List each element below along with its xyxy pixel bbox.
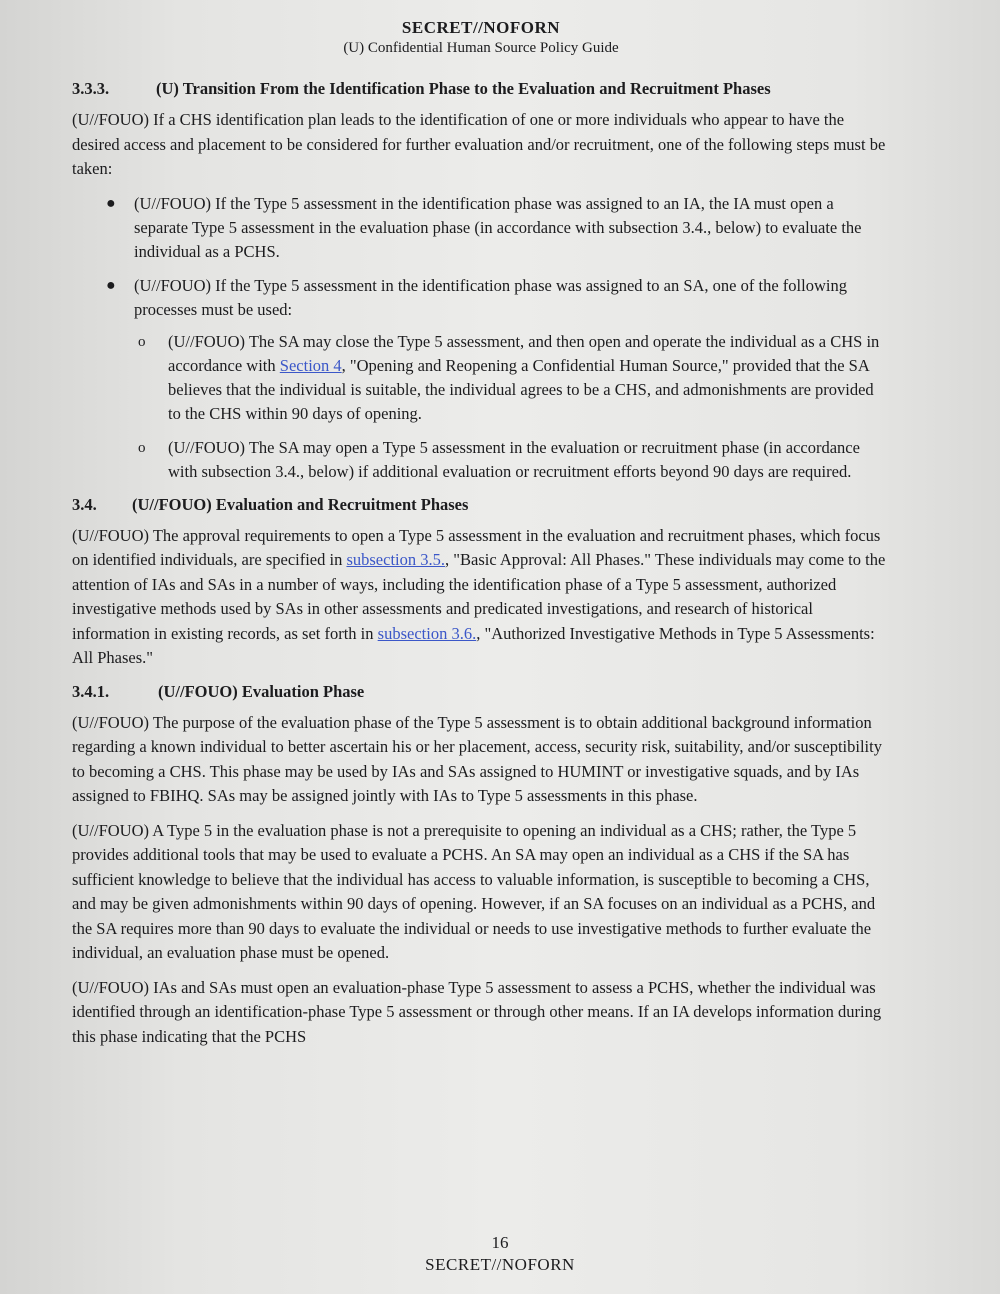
header-subtitle: (U) Confidential Human Source Policy Guide	[343, 40, 619, 56]
section-number: 3.3.3.	[72, 79, 110, 98]
page-number: 16	[491, 1233, 509, 1252]
section-4-link[interactable]: Section 4	[279, 355, 342, 375]
section-title: (U) Transition From the Identification Phase to the Evaluation and Recruitment Phases	[156, 79, 771, 98]
footer-classification: SECRET//NOFORN	[425, 1255, 575, 1274]
paragraph-text: , "Authorized Investigative Methods in Type 5 Assessments: All Phases."	[72, 623, 875, 667]
subsection-3-5-link[interactable]: subsection 3.5.	[346, 550, 446, 569]
section-3-4-heading	[72, 494, 890, 516]
section-3-4-1-paragraph-3: (U//FOUO) IAs and SAs must open an evaluation-phase Type 5 assessment to assess a PCHS, whether the individual was identified through an identification-phase Type 5 assessment or through other means. If an IA develops information during this phase indicating that the PCHS	[72, 977, 882, 1046]
circle-bullet-icon: o	[138, 439, 146, 456]
sub-item-text-pre: (U//FOUO) The SA may close the Type 5 assessment, and then open and operate the individual as a CHS in accordance with	[168, 331, 880, 375]
list-item	[72, 274, 890, 484]
section-3-3-3-intro: (U//FOUO) If a CHS identification plan leads to the identification of one or more individuals who appear to have the desired access and placement to be considered for further evaluation and/or recruitment, one of the following steps must be taken:	[72, 110, 886, 178]
page-footer	[0, 1232, 1000, 1276]
section-3-4-1-heading	[72, 681, 890, 703]
section-title: (U//FOUO) Evaluation and Recruitment Phases	[132, 494, 469, 514]
sub-list-item	[134, 330, 890, 426]
sub-list-item	[134, 436, 890, 484]
subsection-3-6-link[interactable]: subsection 3.6.	[377, 623, 477, 643]
bullet-icon: ●	[106, 194, 116, 212]
section-number: 3.4.	[72, 494, 97, 514]
list-item-text: (U//FOUO) If the Type 5 assessment in the identification phase was assigned to an SA, one of the following processes must be used:	[134, 275, 847, 319]
paragraph-text: (U//FOUO) The approval requirements to open a Type 5 assessment in the evaluation and recruitment phases, which focus on identified individuals, are specified in	[72, 525, 881, 569]
sub-item-text-post: , "Opening and Reopening a Confidential Human Source," provided that the SA believes that the individual is suitable, the individual agrees to be a CHS, and admonishments are provided to the CHS within 90 days of opening.	[168, 355, 874, 423]
section-3-3-3-heading	[72, 78, 890, 100]
section-3-4-1-paragraph-2: (U//FOUO) A Type 5 in the evaluation phase is not a prerequisite to opening an individual as a CHS; rather, the Type 5 provides additional tools that may be used to evaluate a PCHS. An SA may open an individual as a CHS if the SA has sufficient knowledge to believe that the individual has access to valuable information, is susceptible to becoming a CHS, and may be given admonishments within 90 days of opening. However, if an SA focuses on an individual as a PCHS, and the SA requires more than 90 days to evaluate the individual or needs to use investigative methods to further evaluate the individual, an evaluation phase must be opened.	[72, 820, 876, 962]
list-item-text: (U//FOUO) If the Type 5 assessment in the identification phase was assigned to an IA, the IA must open a separate Type 5 assessment in the evaluation phase (in accordance with subsection 3.4., below) to evaluate the individual as a PCHS.	[134, 193, 862, 261]
sub-item-text: (U//FOUO) The SA may open a Type 5 assessment in the evaluation or recruitment phase (in accordance with subsection 3.4., below) if additional evaluation or recruitment efforts beyond 90 days are required.	[168, 437, 860, 481]
section-3-4-paragraph	[72, 524, 890, 671]
sub-list	[134, 330, 890, 484]
bullet-icon: ●	[106, 276, 116, 294]
page-header	[72, 18, 890, 58]
section-title: (U//FOUO) Evaluation Phase	[158, 681, 365, 701]
section-3-3-3-steps	[72, 192, 890, 484]
section-3-4-1-paragraph-1: (U//FOUO) The purpose of the evaluation phase of the Type 5 assessment is to obtain additional background information regarding a known individual to better ascertain his or her placement, access, security risk, suitability, and/or susceptibility to becoming a CHS. This phase may be used by IAs and SAs assigned to HUMINT or investigative squads, and by IAs assigned to FBIHQ. SAs may be assigned jointly with IAs to Type 5 assessments in this phase.	[72, 712, 882, 805]
header-classification: SECRET//NOFORN	[401, 18, 561, 37]
list-item	[72, 192, 890, 264]
circle-bullet-icon: o	[138, 333, 146, 350]
section-number: 3.4.1.	[72, 681, 110, 701]
paragraph-text: , "Basic Approval: All Phases." These individuals may come to the attention of IAs and SAs in a number of ways, including the identification phase of a Type 5 assessment, authorized investigative methods used by SAs in other assessments and predicated investigations, and research of historical information in existing records, as set forth in	[72, 550, 886, 643]
